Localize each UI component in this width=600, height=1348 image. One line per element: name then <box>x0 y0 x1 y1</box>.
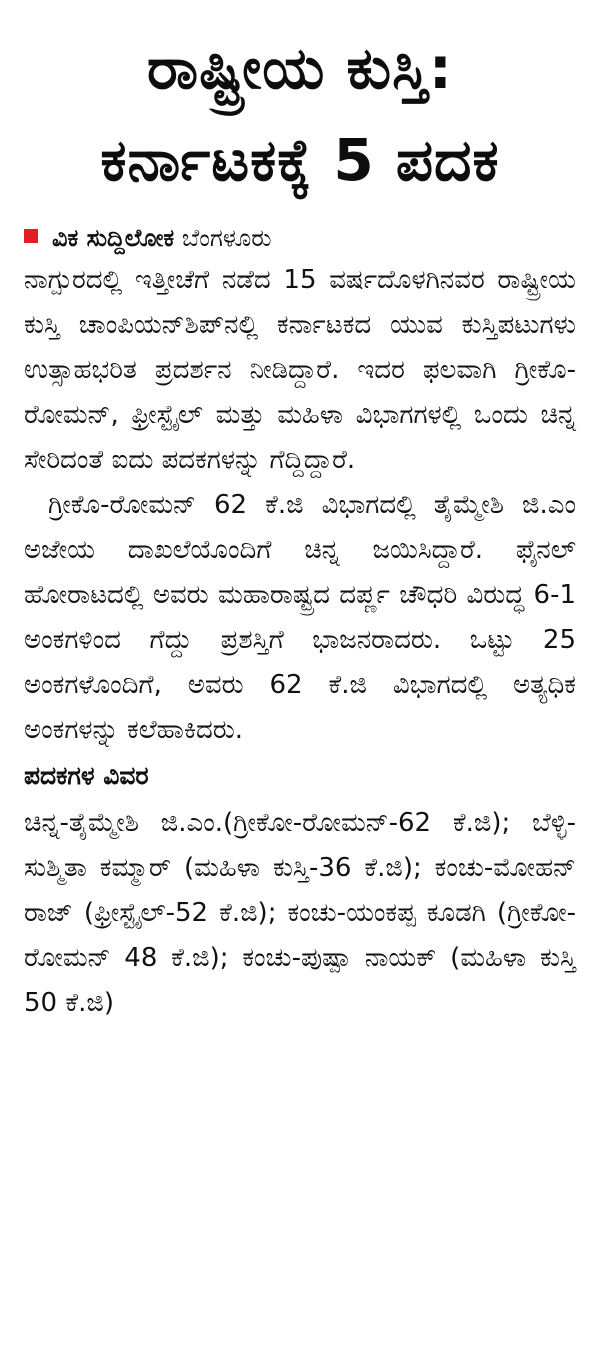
medals-list: ಚಿನ್ನ-ತೈಮ್ಮೇಶಿ ಜಿ.ಎಂ.(ಗ್ರೀಕೋ-ರೋಮನ್-62 ಕೆ.ಜಿ); ಬೆಳ್ಳಿ-ಸುಶ್ಮಿತಾ ಕಮ್ಮಾರ್ (ಮಹಿಳಾ ಕುಸ್ತಿ-36 ಕೆ.ಜಿ); ಕಂಚು-ಮೋಹನ್ ರಾಜ್ (ಫ್ರೀಸ್ಟೈಲ್-52 ಕೆ.ಜಿ); ಕಂಚು-ಯಂಕಪ್ಪ ಕೂಡಗಿ (ಗ್ರೀಕೋ-ರೋಮನ್ 48 ಕೆ.ಜಿ); ಕಂಚು-ಪುಷ್ಪಾ ನಾಯಕ್ (ಮಹಿಳಾ ಕುಸ್ತಿ 50 ಕೆ.ಜಿ) <box>24 808 576 1018</box>
byline <box>24 218 576 258</box>
article-paragraph-2: ಗ್ರೀಕೊ-ರೋಮನ್ 62 ಕೆ.ಜಿ ವಿಭಾಗದಲ್ಲಿ ತೈಮ್ಮೇಶಿ ಜಿ.ಎಂ ಅಜೇಯ ದಾಖಲೆಯೊಂದಿಗೆ ಚಿನ್ನ ಜಯಿಸಿದ್ದಾರೆ. ಫೈನಲ್ ಹೋರಾಟದಲ್ಲಿ ಅವರು ಮಹಾರಾಷ್ಟ್ರದ ದರ್ಪ್ಣ ಚೌಧರಿ ವಿರುದ್ಧ 6-1 ಅಂಕಗಳಿಂದ ಗೆದ್ದು ಪ್ರಶಸ್ತಿಗೆ ಭಾಜನರಾದರು. ಒಟ್ಟು 25 ಅಂಕಗಳೊಂದಿಗೆ, ಅವರು 62 ಕೆ.ಜಿ ವಿಭಾಗದಲ್ಲಿ ಅತ್ಯಧಿಕ ಅಂಕಗಳನ್ನು ಕಲೆಹಾಕಿದರು. <box>24 490 576 745</box>
headline <box>24 22 576 206</box>
red-square-bullet-icon <box>24 229 38 243</box>
article-paragraph-1: ನಾಗ್ಪುರದಲ್ಲಿ ಇತ್ತೀಚೆಗೆ ನಡೆದ 15 ವರ್ಷದೊಳಗಿನವರ ರಾಷ್ಟ್ರೀಯ ಕುಸ್ತಿ ಚಾಂಪಿಯನ್‌ಶಿಪ್‌ನಲ್ಲಿ ಕರ್ನಾಟಕದ ಯುವ ಕುಸ್ತಿಪಟುಗಳು ಉತ್ಸಾಹಭರಿತ ಪ್ರದರ್ಶನ ನೀಡಿದ್ದಾರೆ. ಇದರ ಫಲವಾಗಿ ಗ್ರೀಕೊ-ರೋಮನ್, ಫ್ರೀಸ್ಟೈಲ್ ಮತ್ತು ಮಹಿಳಾ ವಿಭಾಗಗಳಲ್ಲಿ ಒಂದು ಚಿನ್ನ ಸೇರಿದಂತೆ ಐದು ಪದಕಗಳನ್ನು ಗೆದ್ದಿದ್ದಾರೆ. <box>24 265 576 475</box>
headline-line-2: ಕರ್ನಾಟಕಕ್ಕೆ 5 ಪದಕ <box>100 126 500 194</box>
byline-source: ವಿಕ ಸುದ್ದಿಲೋಕ <box>52 224 175 252</box>
medals-heading: ಪದಕಗಳ ವಿವರ <box>24 761 149 790</box>
headline-line-1: ರಾಷ್ಟ್ರೀಯ ಕುಸ್ತಿ: <box>147 34 453 102</box>
byline-place: ಬೆಂಗಳೂರು <box>181 224 272 252</box>
